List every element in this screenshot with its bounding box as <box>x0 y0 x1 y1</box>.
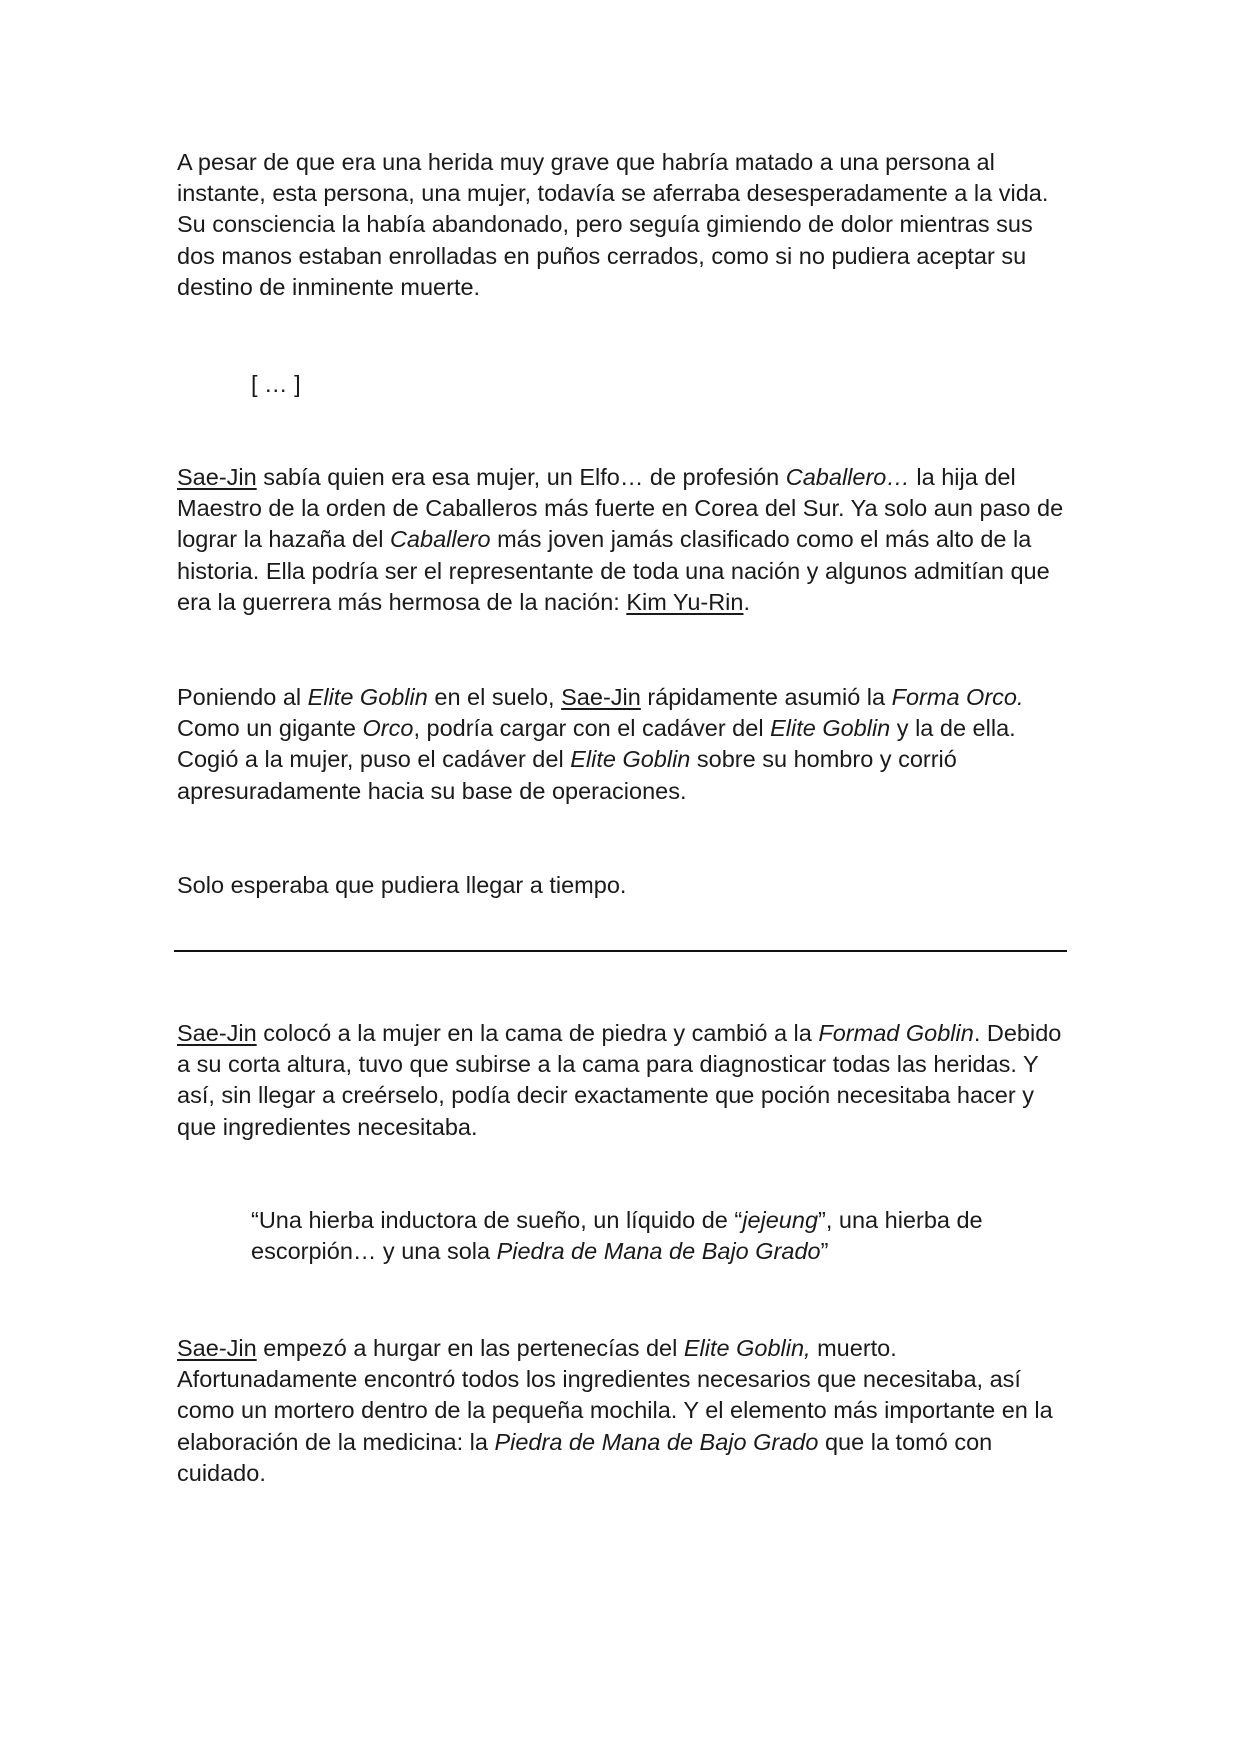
section-divider <box>174 950 1067 952</box>
text-segment: más joven jamás clasificado como el más alto de la historia. Ella podría ser el representante de toda una nación y algunos admitían que era la guerrera más hermosa de la nación: <box>177 526 1050 615</box>
character-name: Sae-Jin <box>177 1020 257 1046</box>
paragraph-wound <box>177 147 1072 303</box>
paragraph-identity <box>177 462 1072 618</box>
text-segment: y la de ella. Cogió a la mujer, puso el cadáver del <box>177 715 1016 773</box>
italic-term: Elite Goblin <box>307 684 428 710</box>
text-segment: , podría cargar con el cadáver del <box>413 715 771 742</box>
text-segment: . Debido a su corta altura, tuvo que subirse a la cama para diagnosticar todas las heridas. Y así, sin llegar a creérselo, podía decir exactamente que poción necesitaba hacer y que ingredientes necesitaba. <box>177 1020 1062 1140</box>
text-segment: Poniendo al <box>177 684 308 710</box>
character-name: Sae-Jin <box>177 464 257 490</box>
ellipsis-marker <box>251 369 1071 400</box>
italic-term: Piedra de Mana de Bajo Grado <box>496 1238 821 1265</box>
paragraph-search <box>177 1333 1072 1489</box>
text-segment: empezó a hurgar en las pertenecías del <box>256 1335 684 1361</box>
paragraph-diagnosis <box>177 1018 1072 1143</box>
italic-term: Formad Goblin <box>818 1020 974 1046</box>
text-segment: rápidamente asumió la <box>640 684 892 710</box>
character-name: Sae-Jin <box>561 684 641 710</box>
italic-term: Piedra de Mana de Bajo Grado <box>494 1428 819 1455</box>
italic-term: Elite Goblin, <box>683 1335 811 1361</box>
character-name: Kim Yu-Rin <box>626 588 744 615</box>
text-segment: ” <box>820 1238 829 1265</box>
text-segment: sobre su hombro y corrió apresuradamente hacia su base de operaciones. <box>177 746 957 804</box>
text-segment: A pesar de que era una herida muy grave que habría matado a una persona al instante, esta persona, una mujer, todavía se aferraba desesperadamente a la vida. Su consciencia la había abandonado, pero seguía gimiendo de dolor mientras sus dos manos estaban enrolladas en puños cerrados, como si no pudiera aceptar su destino de inminente muerte. <box>177 149 1049 300</box>
italic-term: Caballero… <box>785 464 910 490</box>
italic-term: Orco <box>362 715 414 742</box>
character-name: Sae-Jin <box>177 1335 257 1361</box>
italic-term: Elite Goblin <box>570 746 691 773</box>
text-segment: Solo esperaba que pudiera llegar a tiempo. <box>177 872 627 898</box>
text-segment: muerto. Afortunadamente encontró todos los ingredientes necesarios que necesitaba, así como un mortero dentro de la pequeña mochila. Y el elemento más importante en la elaboración de la medicina: la <box>177 1335 1053 1455</box>
text-segment: sabía quien era esa mujer, un Elfo… de profesión <box>256 464 786 490</box>
italic-term: Forma Orco. <box>891 684 1024 710</box>
text-segment: Como un gigante <box>177 715 363 742</box>
text-segment: en el suelo, <box>427 684 562 710</box>
quote-ingredients <box>251 1205 1071 1267</box>
text-segment: [ … ] <box>251 371 301 397</box>
italic-term: Caballero <box>389 526 491 553</box>
text-segment: colocó a la mujer en la cama de piedra y cambió a la <box>256 1020 819 1046</box>
text-segment: ”, una hierba de escorpión… y una sola <box>251 1207 983 1265</box>
text-segment: que la tomó con cuidado. <box>177 1428 993 1486</box>
text-segment: la hija del Maestro de la orden de Caballeros más fuerte en Corea del Sur. Ya solo aun paso de lograr la hazaña del <box>177 464 1064 553</box>
italic-term: jejeung <box>742 1207 819 1233</box>
text-segment: “Una hierba inductora de sueño, un líquido de “ <box>251 1207 743 1233</box>
text-segment: . <box>743 588 751 615</box>
italic-term: Elite Goblin <box>770 715 891 742</box>
paragraph-hope <box>177 870 1072 901</box>
paragraph-orc-form <box>177 682 1072 807</box>
